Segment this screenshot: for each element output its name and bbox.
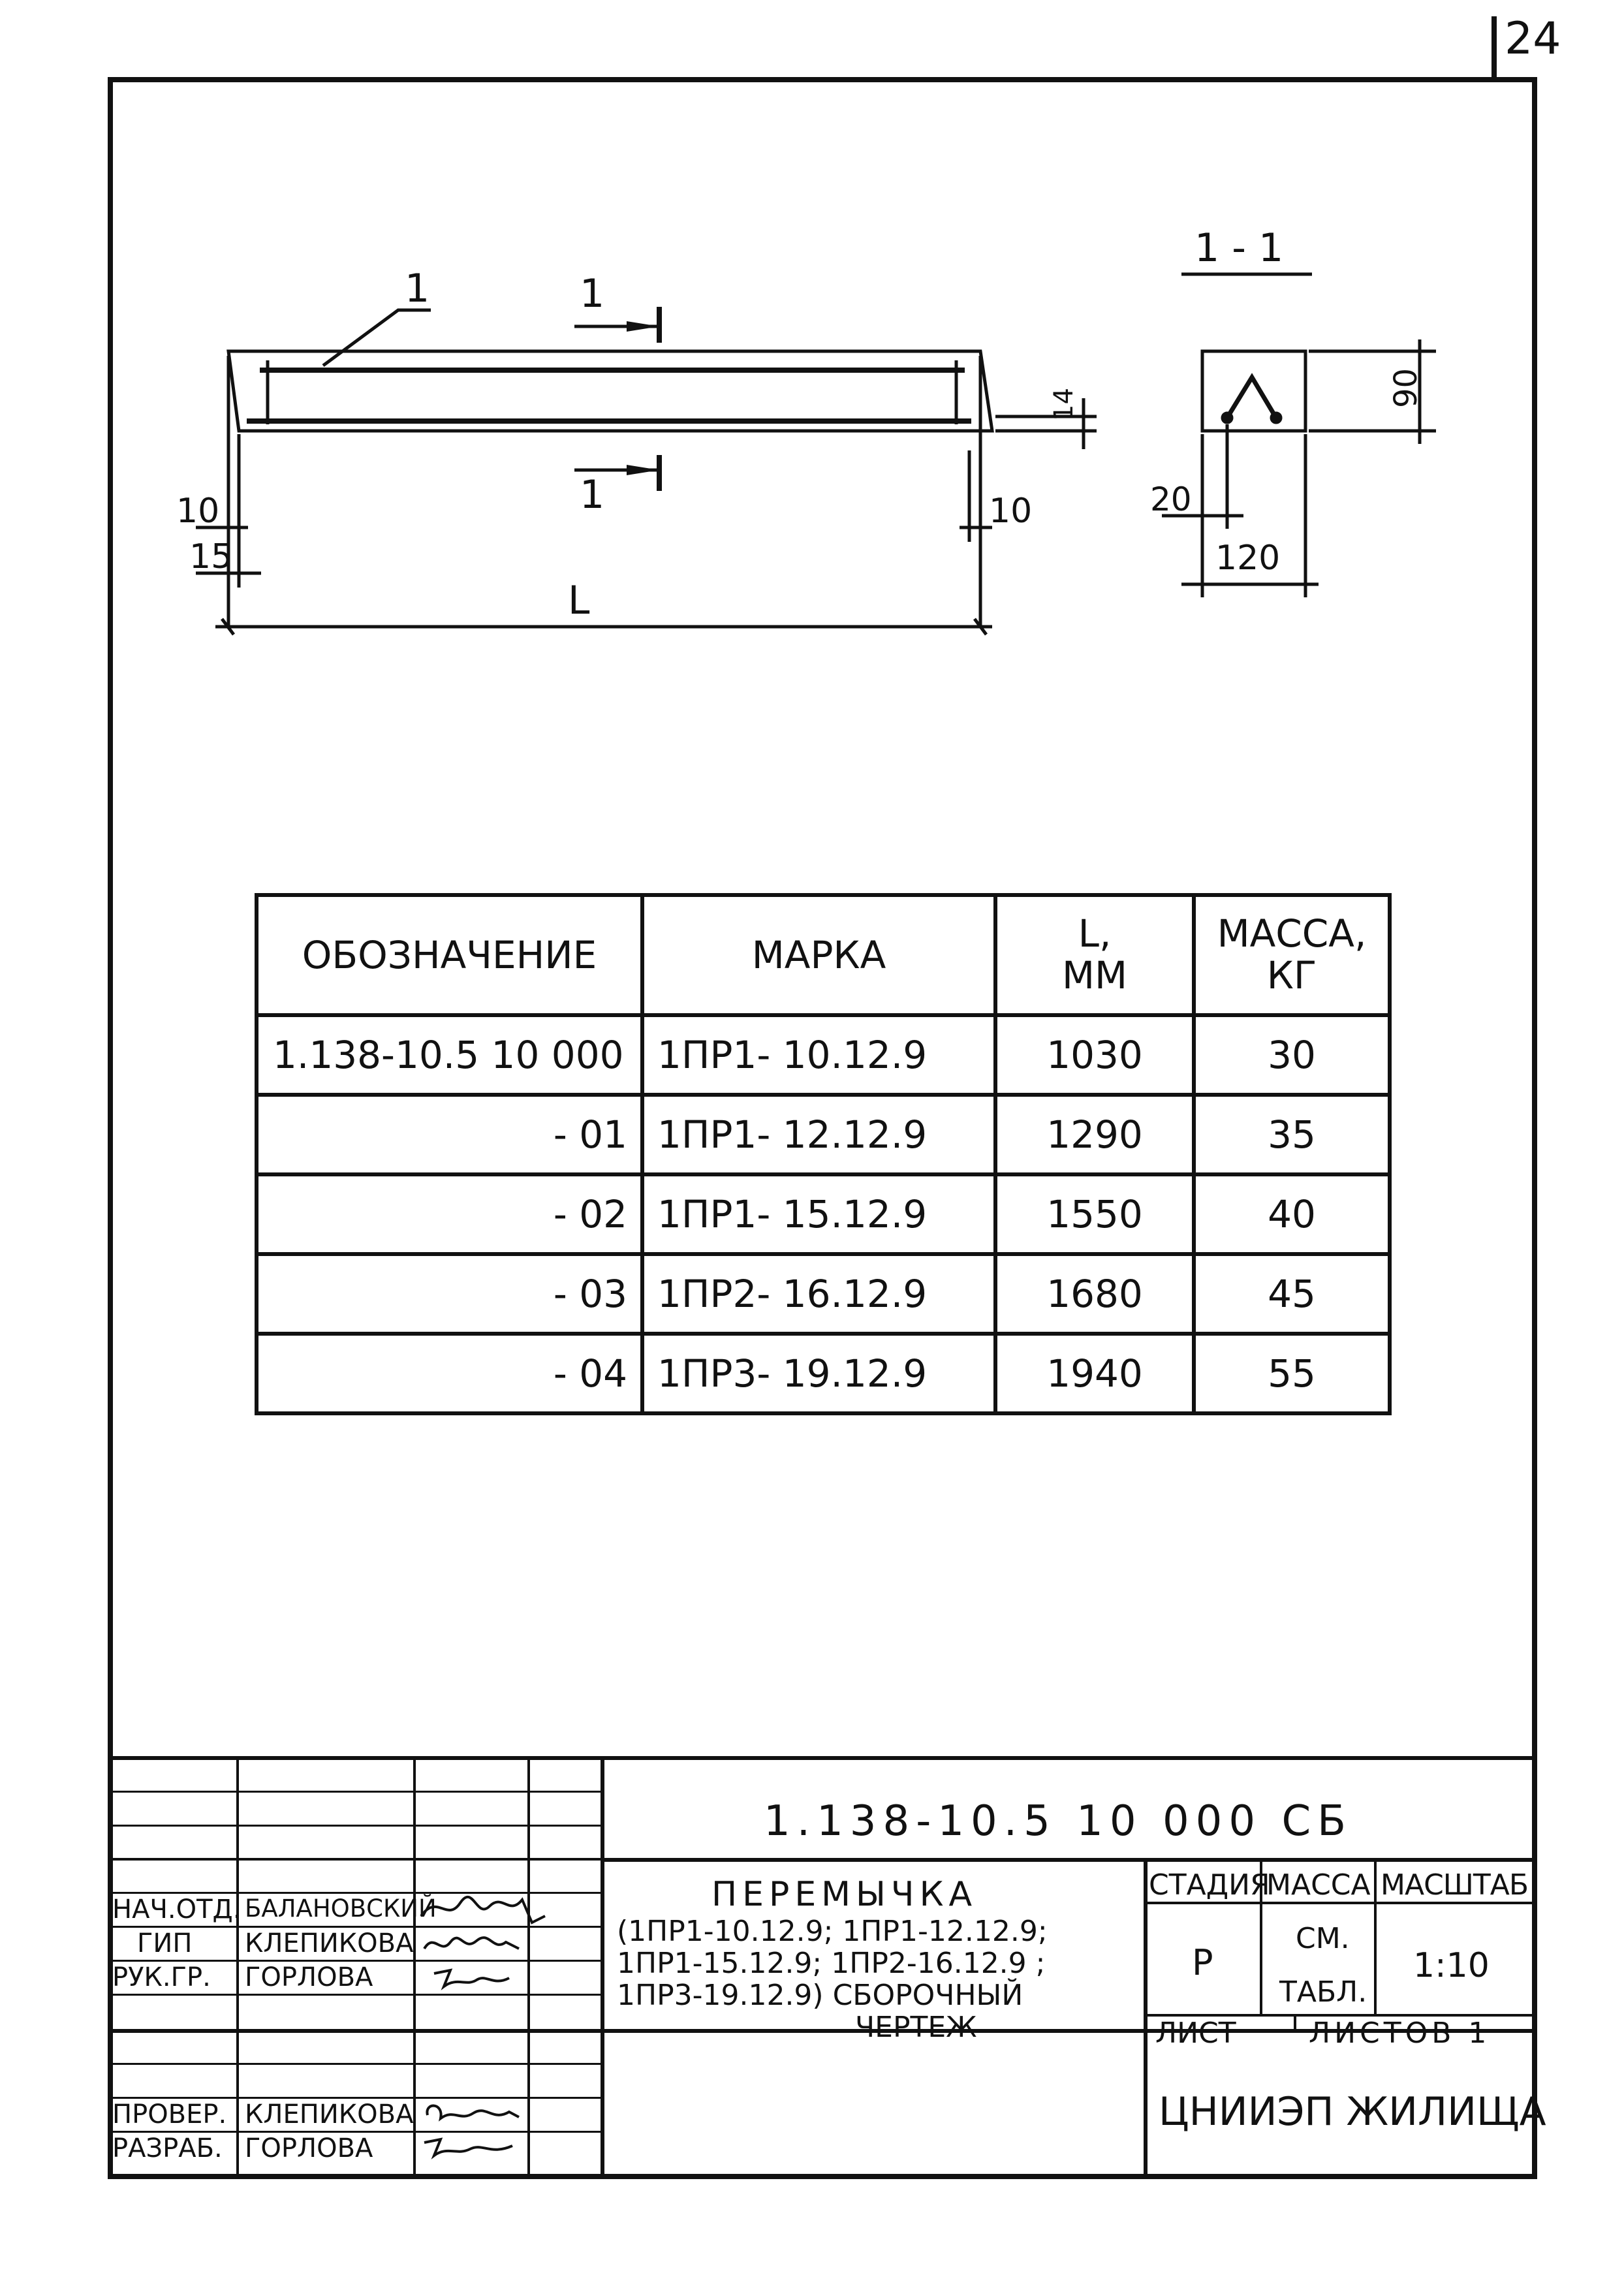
stage-value: Р bbox=[1192, 1942, 1213, 1983]
signature-klepikova-check bbox=[421, 2099, 525, 2128]
header-mass-line1: МАССА, bbox=[1217, 911, 1367, 956]
table-row bbox=[257, 1334, 1390, 1413]
sheet-label: ЛИСТ bbox=[1155, 2017, 1236, 2050]
subtitle-line: (1ПР1-10.12.9; 1ПР1-12.12.9; bbox=[617, 1915, 1048, 1948]
dim-20: 20 bbox=[1150, 480, 1192, 518]
cell-designation: - 01 bbox=[257, 1095, 642, 1174]
cell-designation: 1.138-10.5 10 000 bbox=[257, 1015, 642, 1095]
staff-name: БАЛАНОВСКИЙ bbox=[245, 1894, 437, 1923]
header-length bbox=[995, 895, 1194, 1015]
table-row bbox=[257, 1095, 1390, 1174]
staff-name: КЛЕПИКОВА bbox=[245, 1928, 414, 1958]
dim-10-right: 10 bbox=[989, 492, 1033, 531]
header-length-line1: L, bbox=[1078, 911, 1112, 956]
dim-120: 120 bbox=[1215, 539, 1281, 578]
cell-length: 1680 bbox=[995, 1254, 1194, 1334]
cell-designation: - 03 bbox=[257, 1254, 642, 1334]
dim-15: 15 bbox=[189, 537, 233, 576]
cell-mark: 1ПР2- 16.12.9 bbox=[642, 1254, 995, 1334]
signature-klepikova bbox=[421, 1929, 525, 1958]
header-mark: МАРКА bbox=[642, 895, 995, 1015]
organization-name: ЦНИИЭП ЖИЛИЩА bbox=[1159, 2089, 1546, 2135]
signature-balanovsky bbox=[418, 1890, 548, 1929]
scale-value: 1:10 bbox=[1413, 1946, 1490, 1985]
header-mass bbox=[1194, 895, 1390, 1015]
callout-leader bbox=[323, 310, 431, 366]
cell-mass: 35 bbox=[1194, 1095, 1390, 1174]
staff-name: ГОРЛОВА bbox=[245, 1962, 373, 1992]
header-length-line2: ММ bbox=[1061, 953, 1128, 998]
table-header-row bbox=[257, 895, 1390, 1015]
staff-name: ГОРЛОВА bbox=[245, 2133, 373, 2163]
cell-length: 1550 bbox=[995, 1174, 1194, 1254]
header-mass-line2: КГ bbox=[1266, 953, 1317, 998]
subtitle-line: 1ПР3-19.12.9) СБОРОЧНЫЙ bbox=[617, 1979, 1023, 2012]
stage-label: СТАДИЯ bbox=[1149, 1868, 1270, 1902]
staff-role: РАЗРАБ. bbox=[112, 2133, 223, 2163]
dim-90: 90 bbox=[1388, 368, 1424, 408]
mass-label: МАССА bbox=[1266, 1868, 1371, 1902]
table-row bbox=[257, 1254, 1390, 1334]
cell-length: 1940 bbox=[995, 1334, 1194, 1413]
scale-label: МАСШТАБ bbox=[1381, 1868, 1528, 1902]
cell-mass: 30 bbox=[1194, 1015, 1390, 1095]
cell-mass: 40 bbox=[1194, 1174, 1390, 1254]
dim-14: 14 bbox=[1049, 388, 1079, 421]
signature-gorlova-dev bbox=[421, 2133, 525, 2162]
cell-length: 1290 bbox=[995, 1095, 1194, 1174]
cell-mark: 1ПР1- 10.12.9 bbox=[642, 1015, 995, 1095]
callout-label-1: 1 bbox=[405, 266, 430, 311]
subtitle-line: ЧЕРТЕЖ bbox=[855, 2011, 977, 2044]
page-number: 24 bbox=[1505, 13, 1561, 65]
staff-role: ПРОВЕР. bbox=[112, 2099, 227, 2129]
cell-designation: - 02 bbox=[257, 1174, 642, 1254]
dim-L: L bbox=[568, 578, 590, 623]
table-row bbox=[257, 1174, 1390, 1254]
cell-designation: - 04 bbox=[257, 1334, 642, 1413]
sheets-label: ЛИСТОВ 1 bbox=[1309, 2017, 1491, 2050]
staff-role: ГИП bbox=[137, 1928, 193, 1958]
staff-name: КЛЕПИКОВА bbox=[245, 2099, 414, 2129]
drawing-title: ПЕРЕМЫЧКА bbox=[711, 1875, 978, 1914]
table-row bbox=[257, 1015, 1390, 1095]
lintel-drawing bbox=[0, 0, 1624, 718]
section-title: 1 - 1 bbox=[1195, 225, 1284, 271]
cell-mark: 1ПР3- 19.12.9 bbox=[642, 1334, 995, 1413]
subtitle-line: 1ПР1-15.12.9; 1ПР2-16.12.9 ; bbox=[617, 1947, 1046, 1980]
section-mark-bottom-label: 1 bbox=[580, 472, 605, 518]
signature-gorlova bbox=[431, 1964, 522, 1993]
dim-10-left: 10 bbox=[176, 492, 220, 531]
lintel-table bbox=[255, 893, 1392, 1415]
header-designation: ОБОЗНАЧЕНИЕ bbox=[257, 895, 642, 1015]
cell-length: 1030 bbox=[995, 1015, 1194, 1095]
cell-mass: 45 bbox=[1194, 1254, 1390, 1334]
section-outline bbox=[1202, 351, 1305, 431]
section-rebar bbox=[1227, 377, 1276, 418]
section-mark-top-label: 1 bbox=[580, 271, 605, 317]
document-code: 1.138-10.5 10 000 СБ bbox=[764, 1797, 1353, 1846]
staff-role: НАЧ.ОТД. bbox=[112, 1894, 242, 1925]
cell-mass: 55 bbox=[1194, 1334, 1390, 1413]
staff-role: РУК.ГР. bbox=[112, 1962, 211, 1992]
mass-value-line2: ТАБЛ. bbox=[1279, 1975, 1367, 2009]
cell-mark: 1ПР1- 15.12.9 bbox=[642, 1174, 995, 1254]
cell-mark: 1ПР1- 12.12.9 bbox=[642, 1095, 995, 1174]
mass-value-line1: СМ. bbox=[1296, 1922, 1350, 1955]
